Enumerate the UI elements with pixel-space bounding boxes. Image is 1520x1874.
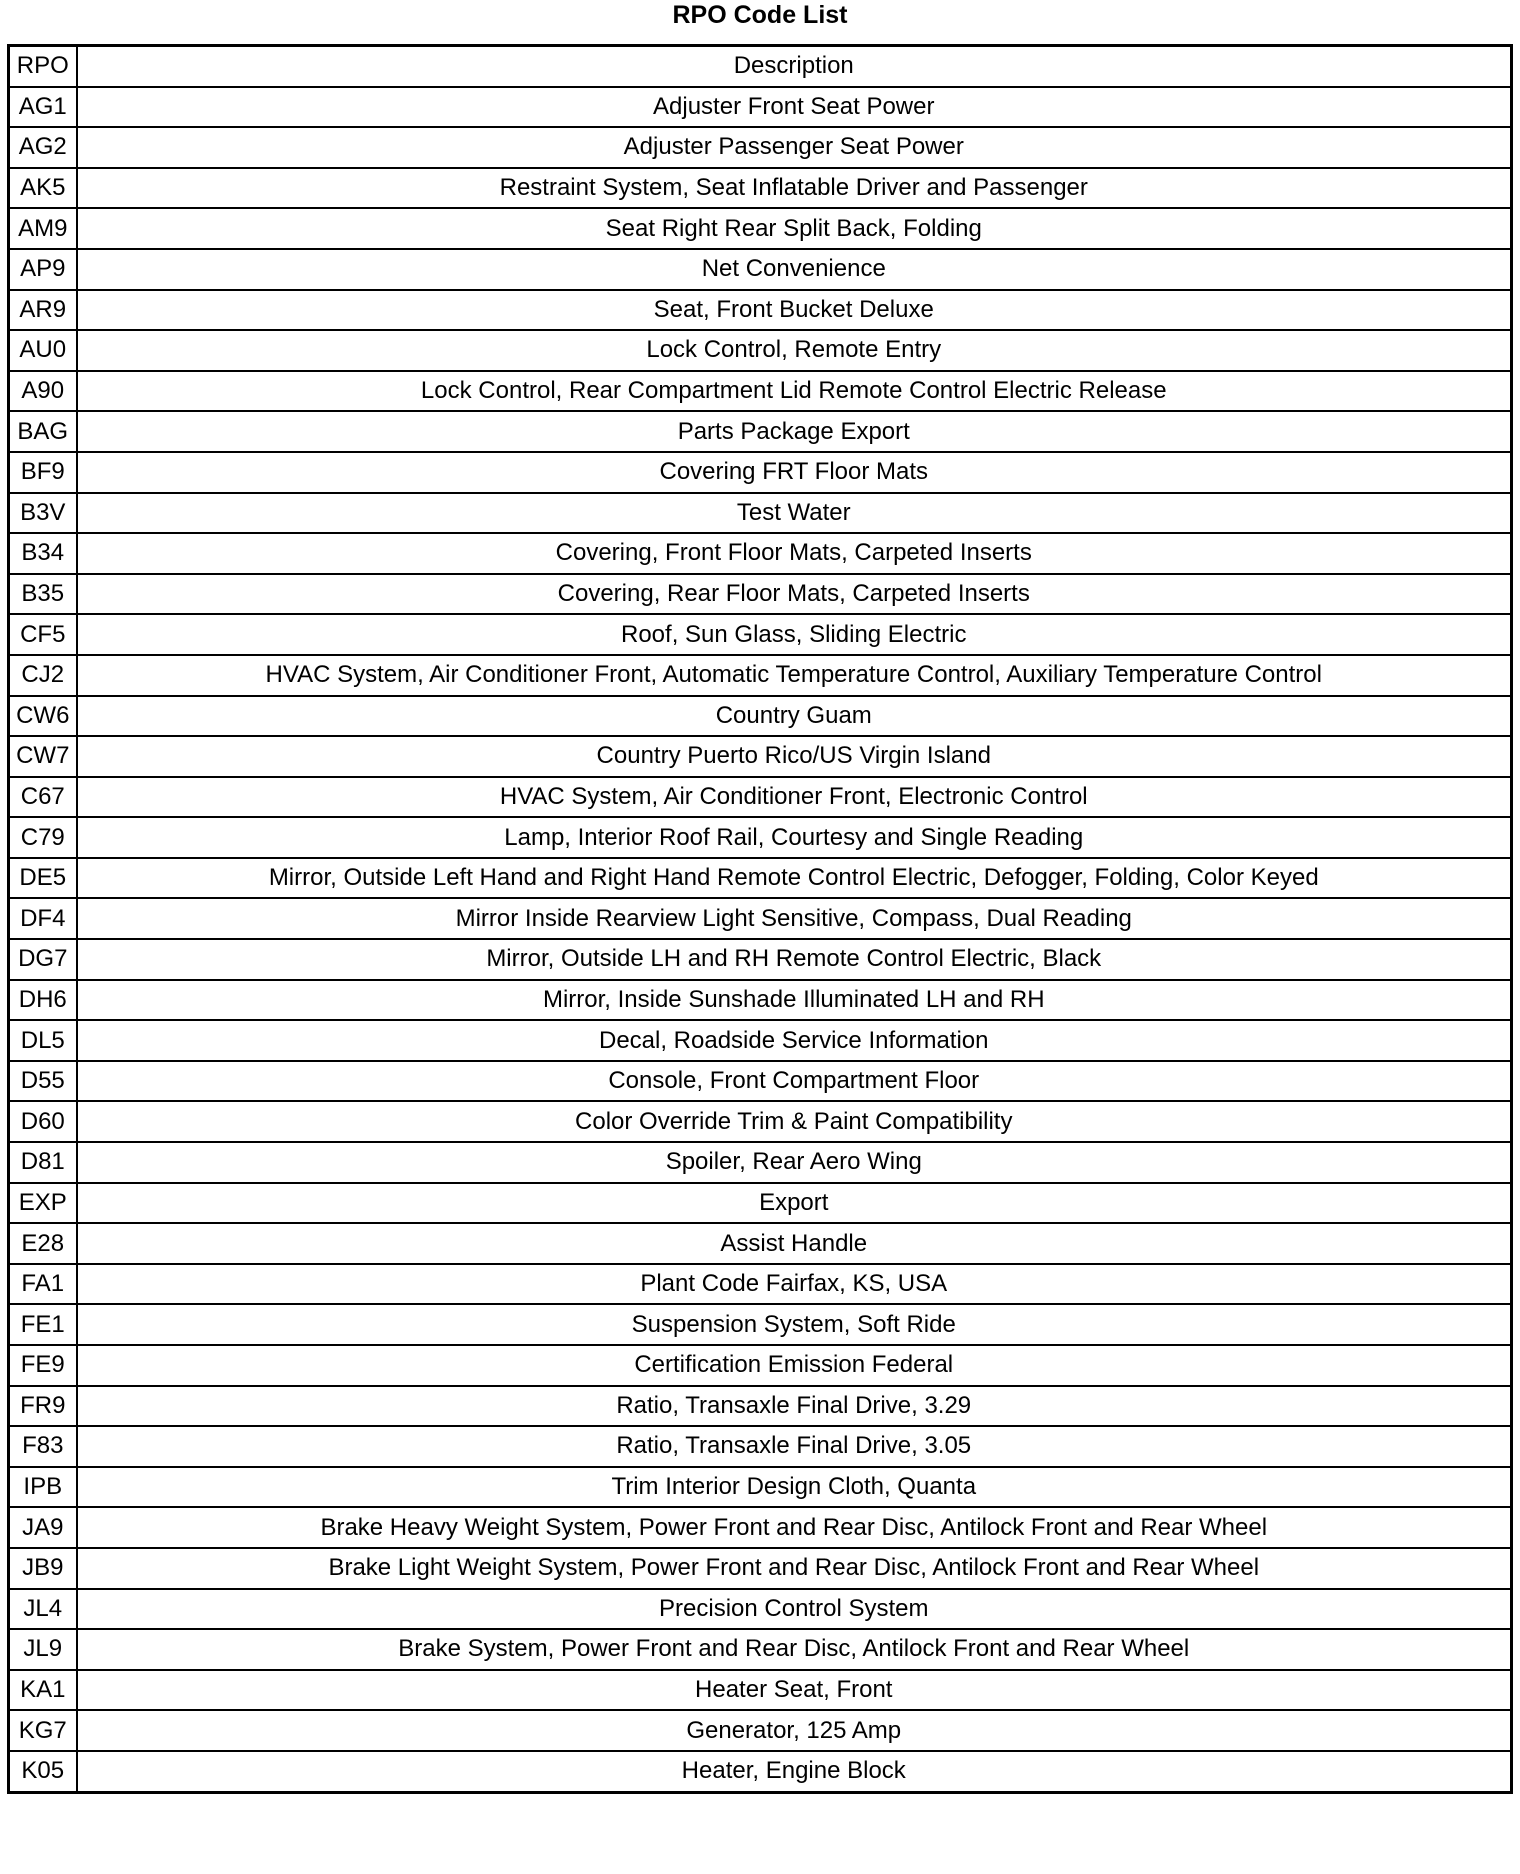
description-cell: Roof, Sun Glass, Sliding Electric	[77, 614, 1512, 655]
description-cell: Parts Package Export	[77, 411, 1512, 452]
table-row	[9, 655, 1512, 696]
table-row	[9, 330, 1512, 371]
rpo-code-cell: DL5	[9, 1020, 77, 1061]
table-row	[9, 858, 1512, 899]
table-row	[9, 1670, 1512, 1711]
rpo-code-table	[7, 44, 1513, 1794]
table-row	[9, 1426, 1512, 1467]
table-row	[9, 1589, 1512, 1630]
rpo-code-cell: IPB	[9, 1467, 77, 1508]
description-cell: Brake System, Power Front and Rear Disc, Antilock Front and Rear Wheel	[77, 1629, 1512, 1670]
rpo-code-cell: F83	[9, 1426, 77, 1467]
description-cell: Certification Emission Federal	[77, 1345, 1512, 1386]
rpo-code-cell: C79	[9, 817, 77, 858]
rpo-code-cell: C67	[9, 777, 77, 818]
rpo-code-cell: A90	[9, 371, 77, 412]
rpo-code-cell: AP9	[9, 249, 77, 290]
description-cell: Covering, Front Floor Mats, Carpeted Inserts	[77, 533, 1512, 574]
description-cell: Net Convenience	[77, 249, 1512, 290]
rpo-code-cell: E28	[9, 1223, 77, 1264]
description-cell: Restraint System, Seat Inflatable Driver and Passenger	[77, 168, 1512, 209]
table-row	[9, 1751, 1512, 1792]
table-row	[9, 493, 1512, 534]
description-cell: Heater Seat, Front	[77, 1670, 1512, 1711]
description-cell: Decal, Roadside Service Information	[77, 1020, 1512, 1061]
description-cell: Precision Control System	[77, 1589, 1512, 1630]
table-row	[9, 817, 1512, 858]
table-row	[9, 980, 1512, 1021]
rpo-code-cell: JA9	[9, 1507, 77, 1548]
rpo-code-cell: JB9	[9, 1548, 77, 1589]
table-row	[9, 1020, 1512, 1061]
table-row	[9, 249, 1512, 290]
description-cell: Mirror Inside Rearview Light Sensitive, Compass, Dual Reading	[77, 898, 1512, 939]
rpo-code-cell: DF4	[9, 898, 77, 939]
table-row	[9, 290, 1512, 331]
table-row	[9, 371, 1512, 412]
rpo-code-cell: DG7	[9, 939, 77, 980]
description-cell: Mirror, Inside Sunshade Illuminated LH and RH	[77, 980, 1512, 1021]
rpo-code-cell: B35	[9, 574, 77, 615]
description-cell: Covering FRT Floor Mats	[77, 452, 1512, 493]
description-cell: Ratio, Transaxle Final Drive, 3.29	[77, 1386, 1512, 1427]
table-row	[9, 1183, 1512, 1224]
rpo-code-cell: JL4	[9, 1589, 77, 1630]
table-row	[9, 1386, 1512, 1427]
table-row	[9, 411, 1512, 452]
rpo-code-cell: FE1	[9, 1304, 77, 1345]
rpo-code-cell: CW6	[9, 696, 77, 737]
description-cell: Color Override Trim & Paint Compatibility	[77, 1101, 1512, 1142]
rpo-code-cell: EXP	[9, 1183, 77, 1224]
table-row	[9, 87, 1512, 128]
rpo-code-cell: D55	[9, 1061, 77, 1102]
table-row	[9, 1507, 1512, 1548]
table-body	[9, 87, 1512, 1792]
description-cell: Seat Right Rear Split Back, Folding	[77, 208, 1512, 249]
column-header-rpo: RPO	[9, 46, 77, 87]
page-title: RPO Code List	[672, 1, 848, 29]
table-row	[9, 939, 1512, 980]
description-cell: Trim Interior Design Cloth, Quanta	[77, 1467, 1512, 1508]
description-cell: Country Guam	[77, 696, 1512, 737]
table-row	[9, 736, 1512, 777]
description-cell: Console, Front Compartment Floor	[77, 1061, 1512, 1102]
description-cell: Lamp, Interior Roof Rail, Courtesy and Single Reading	[77, 817, 1512, 858]
description-cell: Lock Control, Remote Entry	[77, 330, 1512, 371]
table-row	[9, 1223, 1512, 1264]
rpo-code-cell: BF9	[9, 452, 77, 493]
description-cell: HVAC System, Air Conditioner Front, Electronic Control	[77, 777, 1512, 818]
table-row	[9, 574, 1512, 615]
description-cell: Mirror, Outside LH and RH Remote Control Electric, Black	[77, 939, 1512, 980]
rpo-code-cell: DH6	[9, 980, 77, 1021]
table-row	[9, 1467, 1512, 1508]
description-cell: HVAC System, Air Conditioner Front, Automatic Temperature Control, Auxiliary Temperature Control	[77, 655, 1512, 696]
rpo-code-cell: B34	[9, 533, 77, 574]
rpo-code-cell: FE9	[9, 1345, 77, 1386]
rpo-code-cell: AG2	[9, 127, 77, 168]
description-cell: Assist Handle	[77, 1223, 1512, 1264]
table-row	[9, 1101, 1512, 1142]
description-cell: Test Water	[77, 493, 1512, 534]
table-row	[9, 696, 1512, 737]
table-row	[9, 777, 1512, 818]
rpo-code-cell: JL9	[9, 1629, 77, 1670]
description-cell: Covering, Rear Floor Mats, Carpeted Inserts	[77, 574, 1512, 615]
rpo-code-cell: AK5	[9, 168, 77, 209]
description-cell: Country Puerto Rico/US Virgin Island	[77, 736, 1512, 777]
table-row	[9, 1629, 1512, 1670]
table-row	[9, 898, 1512, 939]
description-cell: Adjuster Front Seat Power	[77, 87, 1512, 128]
table-row	[9, 1710, 1512, 1751]
table-row	[9, 1345, 1512, 1386]
description-cell: Brake Light Weight System, Power Front and Rear Disc, Antilock Front and Rear Wheel	[77, 1548, 1512, 1589]
rpo-code-cell: D81	[9, 1142, 77, 1183]
description-cell: Mirror, Outside Left Hand and Right Hand Remote Control Electric, Defogger, Folding, Color Keyed	[77, 858, 1512, 899]
rpo-code-cell: AR9	[9, 290, 77, 331]
table-row	[9, 208, 1512, 249]
table-row	[9, 614, 1512, 655]
description-cell: Lock Control, Rear Compartment Lid Remote Control Electric Release	[77, 371, 1512, 412]
description-cell: Adjuster Passenger Seat Power	[77, 127, 1512, 168]
description-cell: Spoiler, Rear Aero Wing	[77, 1142, 1512, 1183]
table-row	[9, 127, 1512, 168]
table-row	[9, 1142, 1512, 1183]
column-header-description: Description	[77, 46, 1512, 87]
rpo-code-cell: CF5	[9, 614, 77, 655]
description-cell: Ratio, Transaxle Final Drive, 3.05	[77, 1426, 1512, 1467]
table-row	[9, 1264, 1512, 1305]
rpo-code-cell: KG7	[9, 1710, 77, 1751]
rpo-code-cell: CW7	[9, 736, 77, 777]
description-cell: Plant Code Fairfax, KS, USA	[77, 1264, 1512, 1305]
rpo-code-cell: CJ2	[9, 655, 77, 696]
table-row	[9, 1304, 1512, 1345]
table-row	[9, 1061, 1512, 1102]
table-row	[9, 168, 1512, 209]
rpo-code-cell: DE5	[9, 858, 77, 899]
table-row	[9, 452, 1512, 493]
description-cell: Generator, 125 Amp	[77, 1710, 1512, 1751]
rpo-code-cell: FR9	[9, 1386, 77, 1427]
rpo-code-cell: B3V	[9, 493, 77, 534]
description-cell: Brake Heavy Weight System, Power Front and Rear Disc, Antilock Front and Rear Wheel	[77, 1507, 1512, 1548]
rpo-code-cell: AU0	[9, 330, 77, 371]
rpo-code-cell: FA1	[9, 1264, 77, 1305]
description-cell: Export	[77, 1183, 1512, 1224]
rpo-code-cell: KA1	[9, 1670, 77, 1711]
rpo-code-cell: BAG	[9, 411, 77, 452]
rpo-code-cell: D60	[9, 1101, 77, 1142]
table-header-row	[9, 46, 1512, 87]
table-row	[9, 533, 1512, 574]
rpo-code-cell: AG1	[9, 87, 77, 128]
rpo-code-cell: K05	[9, 1751, 77, 1792]
rpo-code-cell: AM9	[9, 208, 77, 249]
description-cell: Seat, Front Bucket Deluxe	[77, 290, 1512, 331]
description-cell: Suspension System, Soft Ride	[77, 1304, 1512, 1345]
description-cell: Heater, Engine Block	[77, 1751, 1512, 1792]
table-row	[9, 1548, 1512, 1589]
